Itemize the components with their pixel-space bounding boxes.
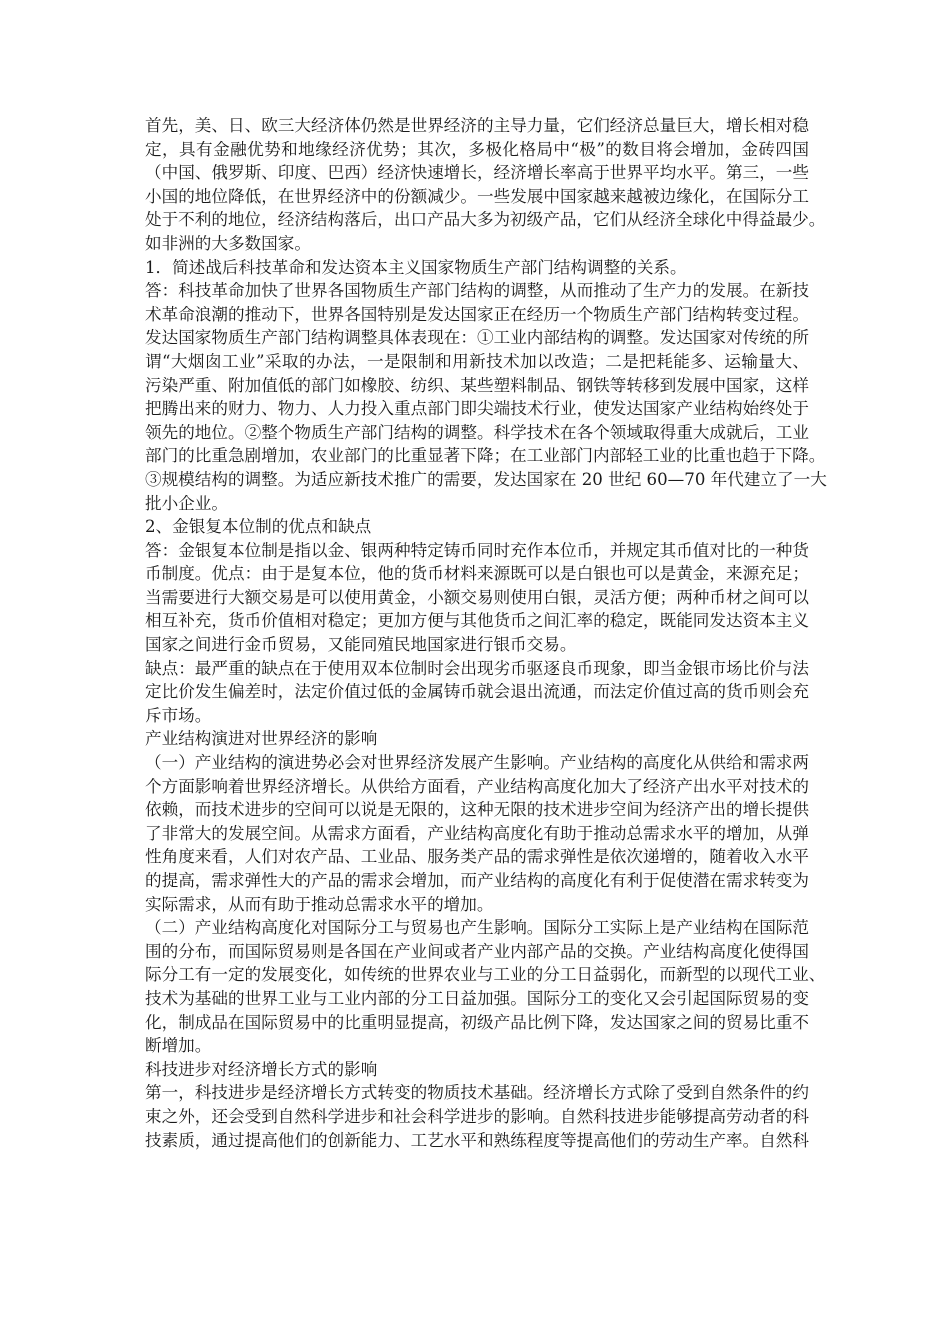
text-line: 个方面影响着世界经济增长。从供给方面看，产业结构高度化加大了经济产出水平对技术的 bbox=[145, 776, 809, 796]
text-line: （二）产业结构高度化对国际分工与贸易也产生影响。国际分工实际上是产业结构在国际范 bbox=[145, 918, 809, 938]
text-line: 依赖，而技术进步的空间可以说是无限的，这种无限的技术进步空间为经济产出的增长提供 bbox=[145, 800, 809, 820]
text-line: 部门的比重急剧增加，农业部门的比重显著下降；在工业部门内部轻工业的比重也趋于下降。 bbox=[145, 446, 826, 466]
text-line: ③规模结构的调整。为适应新技术推广的需要，发达国家在 20 世纪 60—70 年代建立了一大 bbox=[145, 469, 827, 489]
text-line: 科技进步对经济增长方式的影响 bbox=[145, 1059, 378, 1079]
text-line: 围的分布，而国际贸易则是各国在产业间或者产业内部产品的交换。产业结构高度化使得国 bbox=[145, 941, 809, 961]
text-line: 了非常大的发展空间。从需求方面看，产业结构高度化有助于推动总需求水平的增加，从弹 bbox=[145, 823, 809, 843]
text-line: 处于不利的地位，经济结构落后，出口产品大多为初级产品，它们从经济全球化中得益最少。 bbox=[145, 210, 826, 230]
document-body bbox=[145, 114, 827, 1152]
text-line: 首先，美、日、欧三大经济体仍然是世界经济的主导力量，它们经济总量巨大，增长相对稳 bbox=[145, 116, 809, 135]
text-line: 答：科技革命加快了世界各国物质生产部门结构的调整，从而推动了生产力的发展。在新技 bbox=[145, 281, 809, 301]
text-line: 的提高，需求弹性大的产品的需求会增加，而产业结构的高度化有利于促使潜在需求转变为 bbox=[145, 871, 809, 890]
text-line: 币制度。优点：由于是复本位，他的货币材料来源既可以是白银也可以是黄金，来源充足； bbox=[145, 564, 809, 584]
text-line: 技术为基础的世界工业与工业内部的分工日益加强。国际分工的变化又会引起国际贸易的变 bbox=[145, 988, 809, 1008]
text-line: 技素质，通过提高他们的创新能力、工艺水平和熟练程度等提高他们的劳动生产率。自然科 bbox=[145, 1130, 809, 1150]
text-line: 定，具有金融优势和地缘经济优势；其次，多极化格局中“极”的数目将会增加，金砖四国 bbox=[145, 139, 809, 159]
text-line: 束之外，还会受到自然科学进步和社会科学进步的影响。自然科技进步能够提高劳动者的科 bbox=[145, 1106, 809, 1126]
text-line: 污染严重、附加值低的部门如橡胶、纺织、某些塑料制品、钢铁等转移到发展中国家，这样 bbox=[145, 375, 809, 395]
text-line: （一）产业结构的演进势必会对世界经济发展产生影响。产业结构的高度化从供给和需求两 bbox=[145, 753, 809, 773]
text-line: 实际需求，从而有助于推动总需求水平的增加。 bbox=[145, 894, 494, 914]
text-line: 谓“大烟囱工业”采取的办法，一是限制和用新技术加以改造；二是把耗能多、运输量大、 bbox=[145, 351, 809, 371]
text-line: 批小企业。 bbox=[145, 493, 228, 513]
text-line: 答：金银复本位制是指以金、银两种特定铸币同时充作本位币，并规定其币值对比的一种货 bbox=[145, 540, 809, 560]
text-line: 术革命浪潮的推动下，世界各国特别是发达国家正在经历一个物质生产部门结构转变过程。 bbox=[145, 304, 809, 324]
text-line: 第一，科技进步是经济增长方式转变的物质技术基础。经济增长方式除了受到自然条件的约 bbox=[145, 1083, 809, 1103]
text-line: 1．简述战后科技革命和发达资本主义国家物质生产部门结构调整的关系。 bbox=[145, 257, 687, 277]
text-line: 如非洲的大多数国家。 bbox=[145, 233, 311, 253]
text-line: 把腾出来的财力、物力、人力投入重点部门即尖端技术行业，使发达国家产业结构始终处于 bbox=[145, 399, 809, 419]
text-line: 断增加。 bbox=[145, 1036, 212, 1056]
text-line: 性角度来看，人们对农产品、工业品、服务类产品的需求弹性是依次递增的，随着收入水平 bbox=[145, 847, 809, 867]
text-line: 产业结构演进对世界经济的影响 bbox=[145, 729, 378, 749]
text-line: （中国、俄罗斯、印度、巴西）经济快速增长，经济增长率高于世界平均水平。第三，一些 bbox=[145, 163, 809, 183]
text-line: 当需要进行大额交易是可以使用黄金，小额交易则使用白银，灵活方便；两种币材之间可以 bbox=[145, 587, 809, 607]
text-line: 国家之间进行金币贸易，又能同殖民地国家进行银币交易。 bbox=[145, 635, 577, 655]
text-line: 斥市场。 bbox=[145, 705, 212, 725]
text-line: 化，制成品在国际贸易中的比重明显提高，初级产品比例下降，发达国家之间的贸易比重不 bbox=[145, 1012, 809, 1032]
text-line: 发达国家物质生产部门结构调整具体表现在：①工业内部结构的调整。发达国家对传统的所 bbox=[145, 328, 809, 348]
text-line: 缺点：最严重的缺点在于使用双本位制时会出现劣币驱逐良币现象，即当金银市场比价与法 bbox=[145, 658, 809, 678]
text-line: 际分工有一定的发展变化，如传统的世界农业与工业的分工日益弱化，而新型的以现代工业、 bbox=[145, 965, 826, 985]
text-line: 相互补充，货币价值相对稳定；更加方便与其他货币之间汇率的稳定，既能同发达资本主义 bbox=[145, 611, 809, 631]
text-line: 2、金银复本位制的优点和缺点 bbox=[145, 517, 372, 537]
text-line: 领先的地位。②整个物质生产部门结构的调整。科学技术在各个领域取得重大成就后，工业 bbox=[145, 422, 809, 442]
text-line: 小国的地位降低，在世界经济中的份额减少。一些发展中国家越来越被边缘化，在国际分工 bbox=[145, 186, 809, 206]
text-line: 定比价发生偏差时，法定价值过低的金属铸币就会退出流通，而法定价值过高的货币则会充 bbox=[145, 682, 809, 702]
